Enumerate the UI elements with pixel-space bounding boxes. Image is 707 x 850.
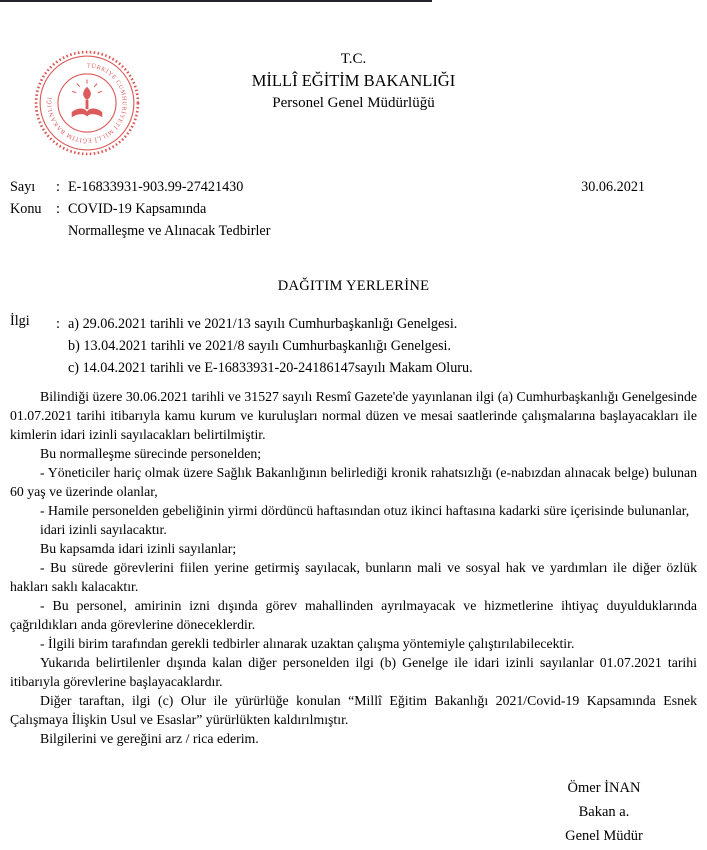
header-ministry: MİLLÎ EĞİTİM BAKANLIĞI	[251, 71, 456, 90]
konu-row	[0, 198, 707, 242]
reference-block	[0, 313, 707, 379]
ilgi-separator: :	[56, 316, 60, 332]
ilgi-item	[56, 357, 697, 379]
konu-line-2: Normalleşme ve Alınacak Tedbirler	[68, 223, 271, 239]
sayi-value: E-16833931-903.99-27421430	[68, 179, 244, 195]
ilgi-item	[56, 335, 697, 357]
body-paragraph: - Hamile personelden gebeliğinin yirmi dördüncü haftasından otuz ikinci haftasına kadarki süre içerisinde bulunanlar,	[40, 503, 690, 518]
letter-body	[0, 387, 707, 748]
konu-label: Konu	[10, 201, 42, 217]
signer-name: Ömer İNAN	[567, 780, 641, 796]
sayi-row	[0, 176, 707, 198]
emblem-ring-text: TÜRKİYE CUMHURİYETİ MİLLÎ EĞİTİM BAKANLIĞI	[47, 63, 127, 143]
body-paragraph: Diğer taraftan, ilgi (c) Olur ile yürürlüğe konulan “Millî Eğitim Bakanlığı 2021/Covid-19 Kapsamında Esnek Çalışmaya İlişkin Usul ve Esaslar” yürürlükten kaldırılmıştır.	[10, 693, 697, 727]
document-date: 30.06.2021	[581, 179, 645, 195]
ilgi-item-b: b) 13.04.2021 tarihli ve 2021/8 sayılı Cumhurbaşkanlığı Genelgesi.	[68, 338, 452, 354]
signature-block	[504, 776, 704, 848]
sayi-separator: :	[56, 179, 60, 195]
sayi-label: Sayı	[10, 179, 36, 195]
konu-value	[68, 198, 270, 242]
konu-separator: :	[56, 201, 60, 217]
ilgi-item	[56, 313, 697, 335]
signer-title-2: Genel Müdür	[565, 828, 643, 844]
header-country: T.C.	[340, 51, 367, 67]
body-paragraph: Bu kapsamda idari izinli sayılanlar;	[40, 541, 237, 556]
ilgi-label: İlgi	[10, 313, 30, 329]
body-paragraph: idari izinli sayılacaktır.	[40, 522, 167, 537]
scan-edge-artifact	[0, 0, 432, 2]
header-department: Personel Genel Müdürlüğü	[272, 95, 435, 111]
ilgi-item-a: a) 29.06.2021 tarihli ve 2021/13 sayılı Cumhurbaşkanlığı Genelgesi.	[68, 316, 458, 332]
letter-content	[0, 176, 707, 748]
body-paragraph: Bilgilerini ve gereğini arz / rica ederim.	[40, 731, 259, 746]
ilgi-item-c: c) 14.04.2021 tarihli ve E-16833931-20-24186147sayılı Makam Oluru.	[68, 360, 473, 376]
letterhead	[0, 48, 707, 114]
body-paragraph: - Bu personel, amirinin izni dışında görev mahallinden ayrılmayacak ve hizmetlerine ihtiyaç duyulduklarında çağrıldıkları anda görevlerine döneceklerdir.	[10, 598, 697, 632]
body-paragraph: - Bu sürede görevlerini fiilen yerine getirmiş sayılacak, bunların mali ve sosyal hak ve yardımları ile diğer özlük hakları saklı kalacaktır.	[10, 560, 697, 594]
ilgi-items	[56, 313, 697, 379]
body-paragraph: - Yöneticiler hariç olmak üzere Sağlık Bakanlığının belirlediği kronik rahatsızlığı (e-nabızdan alınacak belge) bulunan 60 yaş ve üzerinde olanlar,	[10, 465, 697, 499]
konu-line-1: COVID-19 Kapsamında	[68, 201, 207, 217]
body-paragraph: Bilindiği üzere 30.06.2021 tarihli ve 31527 sayılı Resmî Gazete'de yayınlanan ilgi (a) Cumhurbaşkanlığı Genelgesinde 01.07.2021 tarihi itibarıyla kamu kurum ve kuruluşları normal düzen ve mesai saatlerinde çalışmalarına başlayacakları ile kimlerin idari izinli sayılacakları belirtilmiştir.	[10, 389, 697, 442]
body-paragraph: - İlgili birim tarafından gerekli tedbirler alınarak uzaktan çalışma yöntemiyle çalıştırılabilecektir.	[40, 636, 575, 651]
body-paragraph: Bu normalleşme sürecinde personelden;	[40, 446, 262, 461]
body-paragraph: Yukarıda belirtilenler dışında kalan diğer personelden ilgi (b) Genelge ile idari izinli sayılanlar 01.07.2021 tarihi itibarıyla görevlerine başlayacaklardır.	[10, 655, 697, 689]
distribution-line: DAĞITIM YERLERİNE	[277, 278, 430, 294]
signer-title-1: Bakan a.	[578, 804, 630, 820]
